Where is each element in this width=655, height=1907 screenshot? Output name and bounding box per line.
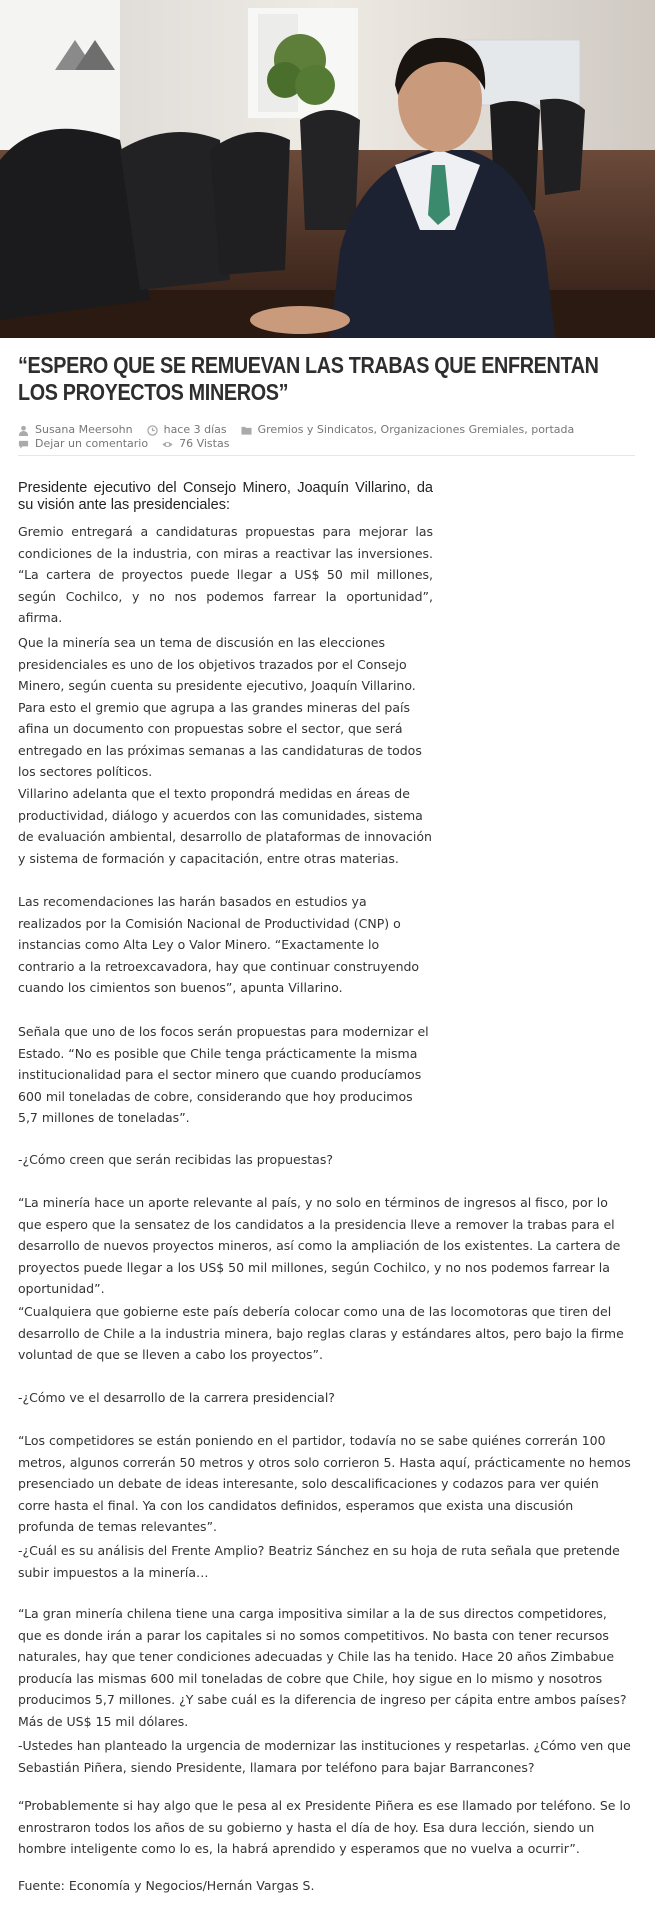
paragraph: Que la minería sea un tema de discusión en las elecciones presidenciales es uno de los objetivos trazados por el Consejo Minero, según cuenta su presidente ejecutivo, Joaquín Villarino. Para esto el gremio que agrupa a las grandes mineras del país afina un documento con propuestas sobre el sector, que será entregado en las próximas semanas a las candidaturas de todos los sectores políticos. — [18, 635, 422, 779]
eye-icon — [162, 439, 173, 450]
paragraph: “La gran minería chilena tiene una carga impositiva similar a la de sus directos competidores, que es donde irán a parar los capitales si no somos competitivos. No basta con tener recursos naturales, hay que tener condiciones adecuadas y Chile las ha tenido. Hace 20 años Zimbabue producía las mismas 600 mil toneladas de cobre que Chile, hoy sigue en lo mismo y nosotros producimos 5,7 millones. ¿Y sabe cuál es la diferencia de ingreso per cápita entre ambos países? Más de US$ 15 mil dólares. — [18, 1606, 627, 1729]
meta-divider — [18, 455, 635, 456]
article-lead: Presidente ejecutivo del Consejo Minero, Joaquín Villarino, da su visión ante las presidenciales: — [18, 480, 433, 513]
comment-icon — [18, 439, 29, 450]
post-categories[interactable]: Gremios y Sindicatos, Organizaciones Gremiales, portada — [257, 423, 575, 436]
article-intro: Gremio entregará a candidaturas propuestas para mejorar las condiciones de la industria, con miras a reactivar las inversiones. “La cartera de proyectos puede llegar a US$ 50 mil millones, según Cochilco, y no nos podemos farrear la oportunidad”, afirma. — [18, 524, 433, 625]
question: -¿Cuál es su análisis del Frente Amplio? Beatriz Sánchez en su hoja de ruta señala que pretende subir impuestos a la minería… — [18, 1543, 620, 1580]
views-item — [162, 437, 229, 451]
author-item[interactable] — [18, 423, 133, 437]
post-meta-row-2 — [18, 437, 633, 451]
question: -¿Cómo ve el desarrollo de la carrera presidencial? — [18, 1390, 335, 1405]
paragraph: Las recomendaciones las harán basados en estudios ya realizados por la Comisión Nacional de Productividad (CNP) o instancias como Alta Ley o Valor Minero. “Exactamente lo contrario a la retroexcavadora, hay que continuar construyendo cuando los cimientos son buenos”, apunta Villarino. — [18, 894, 420, 995]
question: -Ustedes han planteado la urgencia de modernizar las instituciones y respetarlas. ¿Cómo ven que Sebastián Piñera, siendo Presidente, llamara por teléfono para bajar Barrancones? — [18, 1738, 631, 1775]
comment-item[interactable] — [18, 437, 148, 451]
view-count: 76 Vistas — [179, 437, 230, 450]
post-time: hace 3 días — [163, 423, 227, 436]
hero-image — [0, 0, 655, 338]
article-source: Fuente: Economía y Negocios/Hernán Vargas S. — [18, 1878, 315, 1893]
author-name[interactable]: Susana Meersohn — [35, 423, 133, 436]
paragraph: “Cualquiera que gobierne este país debería colocar como una de las locomotoras que tiren del desarrollo de Chile a la industria minera, bajo reglas claras y estándares altos, pero bajo la firme voluntad de que se lleven a cabo los proyectos”. — [18, 1304, 624, 1362]
categories-item[interactable] — [241, 423, 575, 437]
folder-icon — [241, 425, 252, 436]
post-meta — [18, 423, 633, 451]
question: -¿Cómo creen que serán recibidas las propuestas? — [18, 1152, 333, 1167]
leave-comment-link[interactable]: Dejar un comentario — [35, 437, 149, 450]
user-icon — [18, 425, 29, 436]
article-title: “ESPERO QUE SE REMUEVAN LAS TRABAS QUE ENFRENTAN LOS PROYECTOS MINEROS” — [18, 352, 599, 405]
paragraph: “Los competidores se están poniendo en el partidor, todavía no se sabe quiénes correrán 100 metros, algunos correrán 50 metros y otros solo corrieron 5. Hasta aquí, prácticamente no hemos presenciado un debate de ideas interesante, solo descalificaciones y codazos para ver quién corre hasta el final. Ya con los candidatos definidos, esperamos que exista una discusión profunda de temas relevantes”. — [18, 1433, 631, 1534]
time-item — [147, 423, 227, 437]
paragraph: “La minería hace un aporte relevante al país, y no solo en términos de ingresos al fisco, por lo que espero que la sensatez de los candidatos a la presidencia lleve a remover la trabas para el desarrollo de nuevos proyectos mineros, así como la ampliación de los existentes. La cartera de proyectos puede llegar a los US$ 50 mil millones, según Cochilco, y no nos podemos farrear la oportunidad”. — [18, 1195, 621, 1296]
paragraph: “Probablemente si hay algo que le pesa al ex Presidente Piñera es ese llamado por teléfono. Se lo enrostraron todos los años de su gobierno y hasta el día de hoy. Esa dura lección, siendo un hombre inteligente como lo es, la habrá aprendido y esperamos que no vuelva a ocurrir”. — [18, 1798, 631, 1856]
paragraph: Señala que uno de los focos serán propuestas para modernizar el Estado. “No es posible que Chile tenga prácticamente la misma institucionalidad para el sector minero que cuando producíamos 600 mil toneladas de cobre, considerando que hoy producimos 5,7 millones de toneladas”. — [18, 1024, 429, 1125]
post-meta-row-1 — [18, 423, 633, 437]
paragraph: Villarino adelanta que el texto propondrá medidas en áreas de productividad, diálogo y acuerdos con las comunidades, sistema de evaluación ambiental, desarrollo de plataformas de innovación y sistema de formación y capacitación, entre otras materias. — [18, 786, 432, 866]
clock-icon — [147, 425, 158, 436]
hero-photo — [0, 0, 655, 338]
